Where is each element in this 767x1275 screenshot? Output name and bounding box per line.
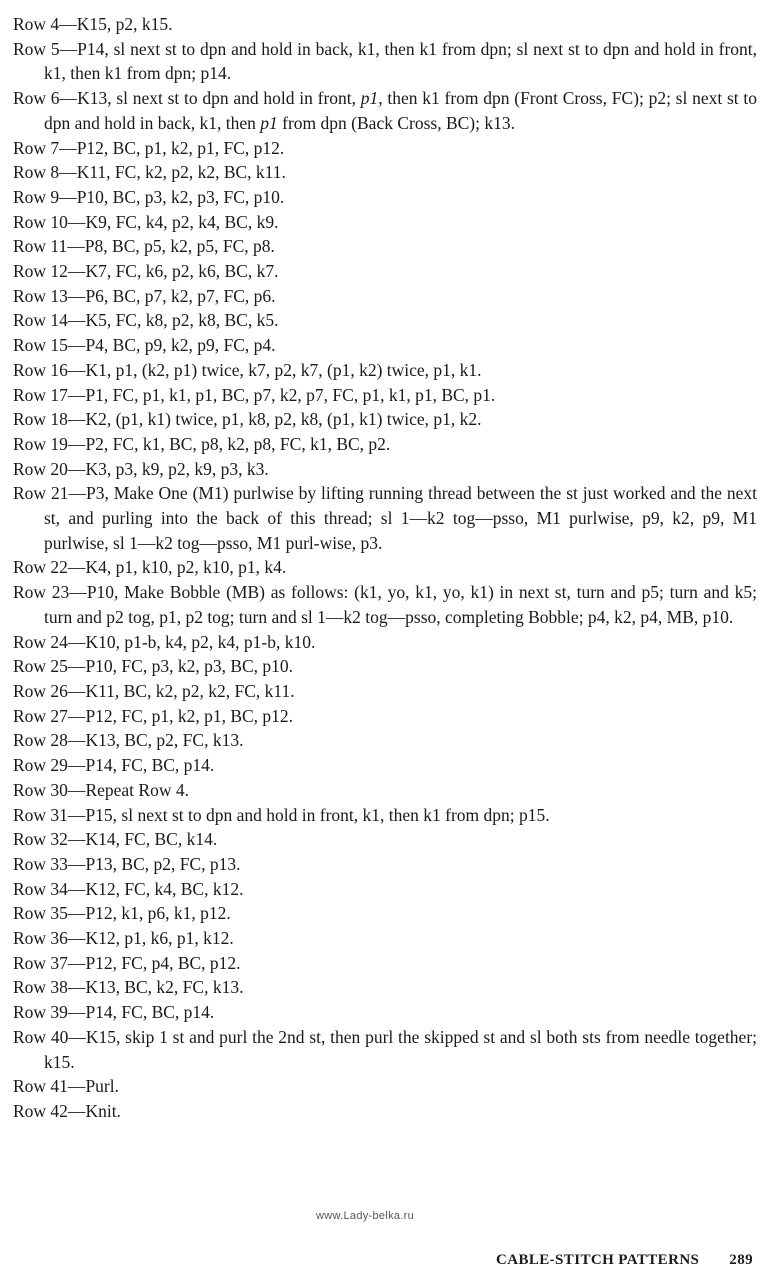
row-text: P12, FC, p4, BC, p12. [85,952,241,973]
row-text: K4, p1, k10, p2, k10, p1, k4. [85,557,287,578]
row-label: Row 32— [13,829,86,850]
pattern-row [13,630,757,655]
pattern-row [13,580,757,629]
row-label: Row 25— [13,656,86,677]
row-text: P15, sl next st to dpn and hold in front, k1, then k1 from dpn; p15. [85,804,550,825]
row-text: P8, BC, p5, k2, p5, FC, p8. [84,236,275,257]
row-label: Row 36— [13,928,86,949]
row-text: P12, BC, p1, k2, p1, FC, p12. [76,137,285,158]
pattern-row [13,852,757,877]
row-label: Row 24— [13,631,86,652]
row-text: K15, skip 1 st and purl the 2nd st, then purl the skipped st and sl both sts from needle together; k15. [44,1026,758,1072]
row-text: K11, BC, k2, p2, k2, FC, k11. [85,680,295,701]
row-label: Row 27— [13,705,86,726]
row-text: Purl. [85,1076,119,1097]
row-label: Row 11— [13,236,85,257]
pattern-row [13,259,757,284]
row-label: Row 20— [13,458,86,479]
pattern-row [13,704,757,729]
pattern-row-list [13,12,757,1124]
row-text: from dpn (Back Cross, BC); k13. [277,112,515,133]
row-label: Row 17— [13,384,86,405]
row-text: Knit. [85,1100,121,1121]
row-label: Row 34— [13,878,86,899]
row-text: K3, p3, k9, p2, k9, p3, k3. [85,458,269,479]
row-label: Row 13— [13,285,86,306]
row-label: Row 23— [13,582,87,603]
row-label: Row 8— [13,162,77,183]
row-label: Row 26— [13,680,86,701]
row-label: Row 16— [13,359,86,380]
row-text: K5, FC, k8, p2, k8, BC, k5. [85,310,279,331]
row-label: Row 42— [13,1100,86,1121]
row-label: Row 4— [13,14,77,34]
row-text: P10, FC, p3, k2, p3, BC, p10. [85,656,294,677]
row-label: Row 5— [13,38,78,59]
row-text: Repeat Row 4. [85,779,189,800]
row-label: Row 37— [13,952,86,973]
pattern-row [13,383,757,408]
pattern-row [13,901,757,926]
pattern-row [13,308,757,333]
row-text: K13, sl next st to dpn and hold in front, [77,88,361,109]
row-text: K13, BC, k2, FC, k13. [85,977,244,998]
row-label: Row 38— [13,977,86,998]
pattern-row [13,803,757,828]
row-label: Row 30— [13,779,86,800]
row-label: Row 19— [13,433,86,454]
pattern-row [13,333,757,358]
pattern-row [13,234,757,259]
pattern-row [13,679,757,704]
row-label: Row 6— [13,88,78,109]
row-text: P14, FC, BC, p14. [85,1002,215,1023]
pattern-row [13,185,757,210]
pattern-row [13,284,757,309]
row-text: K7, FC, k6, p2, k6, BC, k7. [85,261,279,282]
pattern-row [13,975,757,1000]
pattern-row [13,432,757,457]
row-label: Row 14— [13,310,86,331]
row-label: Row 21— [13,483,86,504]
row-label: Row 12— [13,261,86,282]
row-label: Row 22— [13,557,86,578]
row-text: P12, k1, p6, k1, p12. [85,903,231,924]
pattern-row [13,210,757,235]
row-text: P6, BC, p7, k2, p7, FC, p6. [85,285,276,306]
row-label: Row 9— [13,186,77,207]
row-text: K9, FC, k4, p2, k4, BC, k9. [85,211,279,232]
row-text-italic: p1, [360,88,383,109]
row-label: Row 39— [13,1002,86,1023]
row-text: P3, Make One (M1) purlwise by lifting running thread between the st just worked and the next st, and purling into the back of this thread; sl 1—k2 tog—psso, M1 purlwise, p9, k2, p9, M1 purlwise, sl 1—k2 tog—psso, M1 purl-wise, p3. [44,483,758,553]
row-text: K11, FC, k2, p2, k2, BC, k11. [76,162,286,183]
pattern-row [13,12,757,37]
row-text: P1, FC, p1, k1, p1, BC, p7, k2, p7, FC, p1, k1, p1, BC, p1. [85,384,496,405]
pattern-row [13,753,757,778]
row-label: Row 10— [13,211,86,232]
pattern-row [13,407,757,432]
row-text: K10, p1-b, k4, p2, k4, p1-b, k10. [85,631,316,652]
pattern-row [13,457,757,482]
page-footer [496,1252,753,1269]
row-label: Row 15— [13,335,86,356]
row-label: Row 28— [13,730,86,751]
row-label: Row 18— [13,409,86,430]
row-text: P14, FC, BC, p14. [85,755,215,776]
pattern-row [13,1074,757,1099]
row-text: P10, BC, p3, k2, p3, FC, p10. [76,186,285,207]
row-text: K1, p1, (k2, p1) twice, k7, p2, k7, (p1, k2) twice, p1, k1. [85,359,482,380]
row-text: P4, BC, p9, k2, p9, FC, p4. [85,335,276,356]
section-title: CABLE-STITCH PATTERNS [495,1252,700,1268]
row-text: P2, FC, k1, BC, p8, k2, p8, FC, k1, BC, p2. [85,433,391,454]
pattern-row [13,778,757,803]
row-label: Row 31— [13,804,86,825]
pattern-row [13,136,757,161]
pattern-row [13,877,757,902]
row-label: Row 41— [13,1076,86,1097]
row-text: then k1 from dpn (Front Cross, FC); p2; sl next st to dpn and hold in back, k1, then [44,88,758,133]
row-text: K15, p2, k15. [76,14,173,34]
row-text-italic: p1 [260,112,278,133]
watermark: www.Lady-belka.ru [316,1210,415,1222]
page-number: 289 [729,1252,753,1268]
pattern-row [13,37,757,86]
row-label: Row 35— [13,903,86,924]
row-text: K14, FC, BC, k14. [85,829,218,850]
row-text: K2, (p1, k1) twice, p1, k8, p2, k8, (p1, k1) twice, p1, k2. [85,409,482,430]
row-label: Row 40— [13,1026,86,1047]
row-text: P13, BC, p2, FC, p13. [85,853,241,874]
row-label: Row 7— [13,137,77,158]
pattern-row [13,1099,757,1124]
row-text: P10, Make Bobble (MB) as follows: (k1, yo, k1, yo, k1) in next st, turn and p5; turn and k5; turn and p2 tog, p1, p2 tog; turn and sl 1—k2 tog—psso, completing Bobble; p4, k2, p4, MB, p10. [44,582,757,627]
row-text: P14, sl next st to dpn and hold in back, k1, then k1 from dpn; sl next st to dpn and hold in front, k1, then k1 from dpn; p14. [44,38,758,84]
row-text: K13, BC, p2, FC, k13. [85,730,244,751]
pattern-row [13,555,757,580]
pattern-row [13,951,757,976]
pattern-row [13,1000,757,1025]
pattern-row [13,926,757,951]
pattern-row [13,654,757,679]
pattern-row [13,728,757,753]
row-text: P12, FC, p1, k2, p1, BC, p12. [85,705,294,726]
row-label: Row 33— [13,853,86,874]
pattern-row [13,86,757,135]
pattern-row [13,481,757,555]
row-label: Row 29— [13,755,86,776]
row-text: K12, FC, k4, BC, k12. [85,878,244,899]
pattern-row [13,827,757,852]
pattern-row [13,1025,757,1074]
row-text: K12, p1, k6, p1, k12. [85,928,234,949]
pattern-row [13,358,757,383]
pattern-row [13,160,757,185]
